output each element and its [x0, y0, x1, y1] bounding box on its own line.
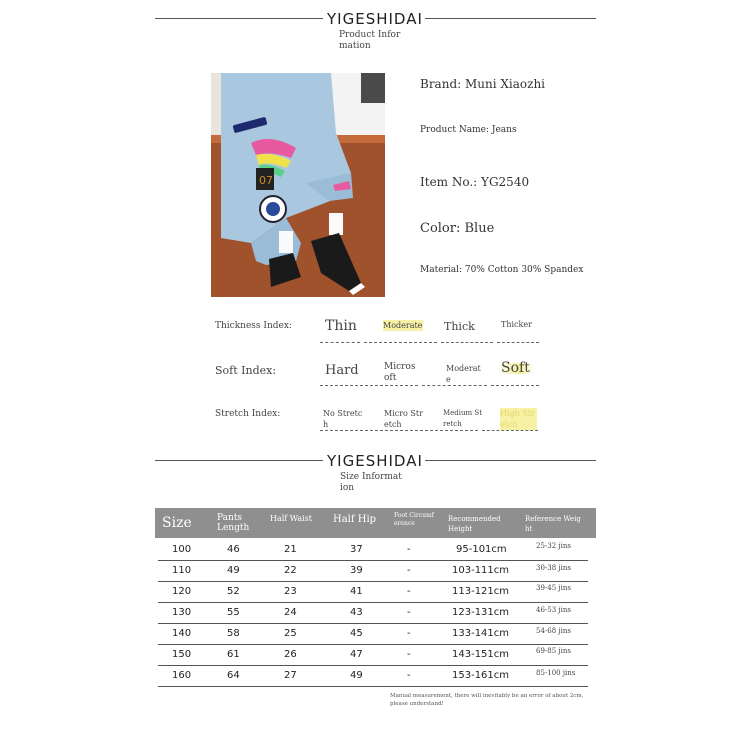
svg-text:07: 07	[259, 174, 273, 187]
cell-half-hip: 37	[350, 544, 363, 555]
product-image	[211, 73, 385, 297]
cell-pants-length: 61	[227, 649, 240, 660]
cell-recommended-height: 123-131cm	[452, 607, 510, 618]
size-brand-title: YIGESHIDAI	[327, 452, 423, 470]
cell-half-waist: 24	[284, 607, 297, 618]
size-header-divider-left	[155, 460, 323, 461]
cell-recommended-height: 113-121cm	[452, 586, 510, 597]
thickness-option-moderate: Moderate	[383, 321, 423, 330]
table-row	[158, 561, 588, 582]
cell-foot-circumference: -	[407, 544, 411, 555]
cell-reference-weight: 85-100 jins	[536, 669, 576, 677]
size-header-divider-right	[425, 460, 596, 461]
product-name-text: Product Name: Jeans	[420, 125, 517, 135]
stretch-option-medium-stretch: Medium Stretch	[443, 409, 483, 428]
item-number-text: Item No.: YG2540	[420, 175, 530, 189]
cell-half-waist: 27	[284, 670, 297, 681]
stretch-underline-2	[380, 430, 438, 431]
stretch-option-high-stretch: High Stretch	[500, 408, 537, 430]
soft-underline-4	[491, 385, 539, 386]
cell-size: 130	[172, 607, 192, 618]
table-row	[158, 666, 588, 687]
soft-option-soft: Soft	[497, 363, 534, 374]
cell-pants-length: 49	[227, 565, 240, 576]
cell-size: 100	[172, 544, 192, 555]
thickness-underline-4	[497, 342, 539, 343]
cell-half-waist: 23	[284, 586, 297, 597]
cell-half-waist: 21	[284, 544, 297, 555]
soft-option-moderate: Moderate	[446, 364, 481, 384]
material-text: Material: 70% Cotton 30% Spandex	[420, 265, 584, 275]
table-row	[158, 582, 588, 603]
cell-half-hip: 41	[350, 586, 363, 597]
cell-half-hip: 47	[350, 649, 363, 660]
column-half-hip: Half Hip	[333, 514, 377, 525]
measurement-note: Manual measurement, there will inevitably be an error of about 2cm, please understand!	[390, 693, 584, 707]
header-divider-left	[155, 18, 323, 19]
cell-reference-weight: 30-38 jins	[536, 564, 571, 572]
cell-reference-weight: 54-68 jins	[536, 627, 571, 635]
column-size: Size	[162, 515, 192, 531]
stretch-option-micro-stretch: Micro Stretch	[384, 409, 423, 429]
stretch-underline-1	[320, 430, 378, 431]
cell-half-hip: 43	[350, 607, 363, 618]
cell-reference-weight: 46-53 jins	[536, 606, 571, 614]
cell-foot-circumference: -	[407, 607, 411, 618]
size-section-subtitle: Size Information	[340, 472, 402, 493]
product-photo	[211, 73, 385, 297]
thickness-option-thin: Thin	[325, 318, 357, 334]
section-subtitle: Product Information	[339, 30, 401, 51]
cell-size: 150	[172, 649, 192, 660]
cell-foot-circumference: -	[407, 649, 411, 660]
soft-underline-1	[320, 385, 378, 386]
cell-half-waist: 25	[284, 628, 297, 639]
cell-pants-length: 52	[227, 586, 240, 597]
cell-reference-weight: 69-85 jins	[536, 647, 571, 655]
stretch-option-no-stretch: No Stretch	[323, 409, 363, 429]
cell-pants-length: 55	[227, 607, 240, 618]
cell-half-hip: 49	[350, 670, 363, 681]
cell-reference-weight: 25-32 jins	[536, 542, 571, 550]
cell-foot-circumference: -	[407, 628, 411, 639]
table-row	[158, 540, 588, 561]
header-divider-right	[425, 18, 596, 19]
table-row	[158, 603, 588, 624]
thickness-index-label: Thickness Index:	[215, 321, 292, 331]
cell-size: 140	[172, 628, 192, 639]
soft-underline-2	[380, 385, 418, 386]
column-recommended-height: Recommended Height	[448, 515, 501, 533]
thickness-option-thicker: Thicker	[501, 320, 532, 329]
cell-foot-circumference: -	[407, 670, 411, 681]
cell-half-hip: 39	[350, 565, 363, 576]
cell-recommended-height: 133-141cm	[452, 628, 510, 639]
thickness-underline-2	[364, 342, 437, 343]
cell-foot-circumference: -	[407, 565, 411, 576]
soft-option-hard: Hard	[325, 363, 359, 378]
cell-recommended-height: 95-101cm	[456, 544, 507, 555]
brand-title: YIGESHIDAI	[327, 10, 423, 28]
thickness-underline-3	[441, 342, 493, 343]
cell-pants-length: 58	[227, 628, 240, 639]
soft-option-microsoft: Microsoft	[384, 362, 416, 383]
cell-half-waist: 22	[284, 565, 297, 576]
brand-text: Brand: Muni Xiaozhi	[420, 77, 546, 91]
thickness-underline-1	[320, 342, 360, 343]
cell-half-waist: 26	[284, 649, 297, 660]
thickness-option-thick: Thick	[444, 320, 475, 333]
soft-index-label: Soft Index:	[215, 364, 277, 377]
stretch-underline-4	[482, 430, 538, 431]
cell-recommended-height: 143-151cm	[452, 649, 510, 660]
cell-pants-length: 64	[227, 670, 240, 681]
soft-underline-3	[422, 385, 487, 386]
cell-size: 110	[172, 565, 192, 576]
stretch-underline-3	[440, 430, 478, 431]
cell-foot-circumference: -	[407, 586, 411, 597]
cell-pants-length: 46	[227, 544, 240, 555]
cell-size: 160	[172, 670, 192, 681]
table-row	[158, 645, 588, 666]
cell-half-hip: 45	[350, 628, 363, 639]
table-row	[158, 624, 588, 645]
column-half-waist: Half Waist	[270, 514, 312, 523]
cell-recommended-height: 153-161cm	[452, 670, 510, 681]
cell-reference-weight: 39-45 jins	[536, 584, 571, 592]
column-reference-weight: Reference Weight	[525, 515, 581, 533]
cell-size: 120	[172, 586, 192, 597]
cell-recommended-height: 103-111cm	[452, 565, 510, 576]
column-foot-circumference: Foot Circumference	[394, 512, 434, 527]
color-text: Color: Blue	[420, 221, 495, 236]
stretch-index-label: Stretch Index:	[215, 409, 281, 419]
column-pants-length: Pants Length	[217, 513, 250, 533]
